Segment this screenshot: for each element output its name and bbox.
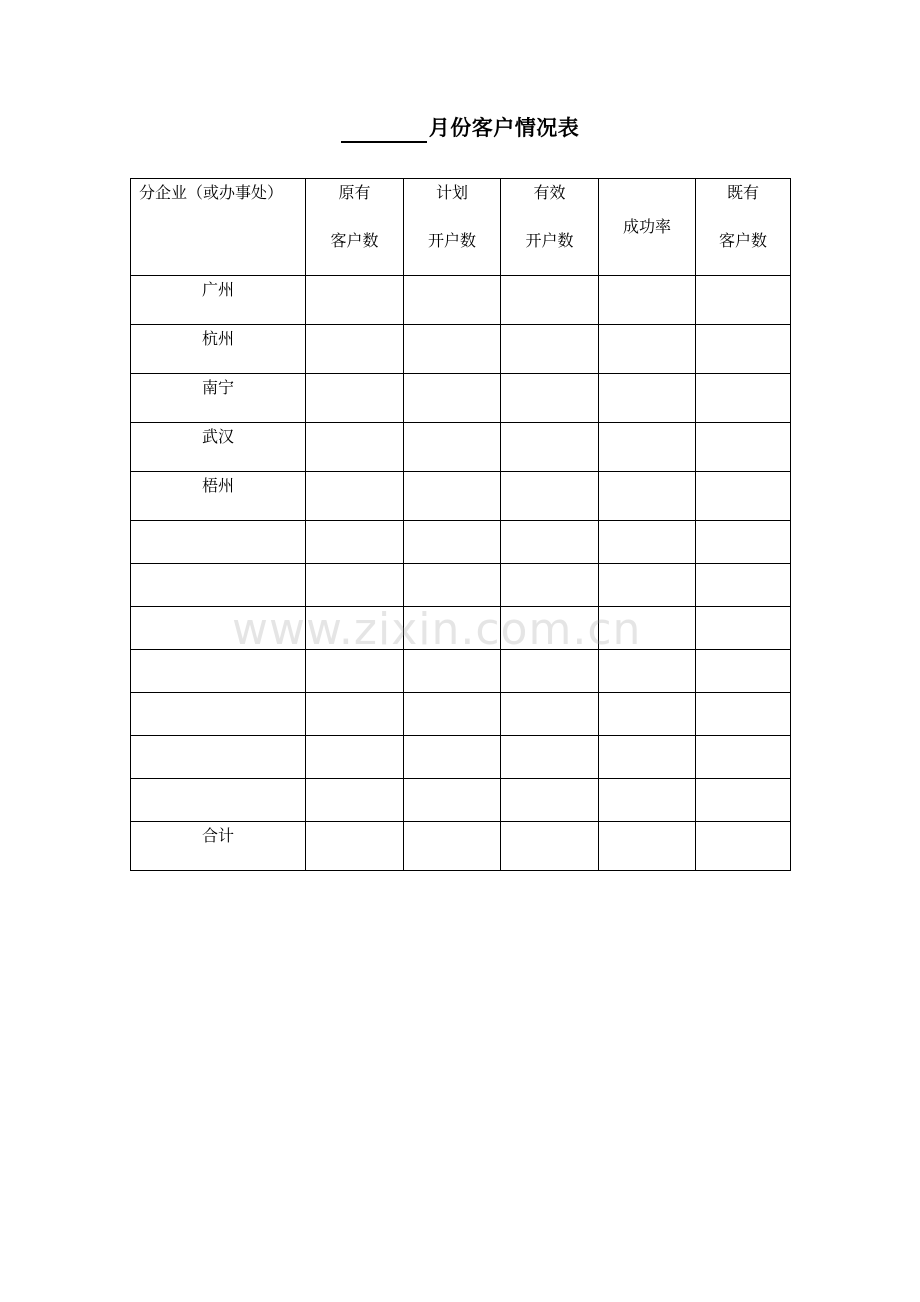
title-text: 月份客户情况表 (428, 116, 580, 140)
data-cell[interactable] (501, 472, 599, 521)
data-cell[interactable] (501, 736, 599, 779)
data-cell[interactable] (404, 564, 501, 607)
branch-cell[interactable] (131, 693, 306, 736)
data-cell[interactable] (404, 472, 501, 521)
header-label: 分企业（或办事处） (139, 183, 284, 202)
data-cell[interactable] (404, 650, 501, 693)
data-cell[interactable] (599, 564, 696, 607)
branch-name (131, 779, 305, 781)
table-row (131, 472, 791, 521)
table-row (131, 779, 791, 822)
table-row (131, 736, 791, 779)
branch-name: 南宁 (201, 378, 234, 397)
branch-name (131, 693, 305, 695)
table-body (131, 276, 791, 871)
data-cell[interactable] (501, 693, 599, 736)
data-cell[interactable] (599, 779, 696, 822)
data-cell[interactable] (599, 607, 696, 650)
data-cell[interactable] (404, 521, 501, 564)
header-cell-planned-accounts (404, 179, 501, 276)
branch-name (131, 521, 305, 523)
header-label: 客户数 (330, 231, 379, 250)
data-cell[interactable] (696, 374, 791, 423)
branch-name (131, 736, 305, 738)
branch-cell[interactable] (131, 779, 306, 822)
page-title (0, 113, 920, 143)
table-row (131, 650, 791, 693)
header-cell-success-rate (599, 179, 696, 276)
data-cell[interactable] (404, 779, 501, 822)
header-label: 开户数 (427, 231, 476, 250)
data-cell[interactable] (696, 423, 791, 472)
data-cell[interactable] (306, 521, 404, 564)
data-cell[interactable] (404, 607, 501, 650)
header-cell-effective-accounts (501, 179, 599, 276)
data-cell[interactable] (696, 521, 791, 564)
data-cell[interactable] (501, 276, 599, 325)
data-cell[interactable] (404, 374, 501, 423)
data-cell[interactable] (501, 607, 599, 650)
branch-cell[interactable] (131, 521, 306, 564)
data-cell[interactable] (696, 276, 791, 325)
header-label: 开户数 (525, 231, 574, 250)
total-cell[interactable] (404, 822, 501, 871)
header-cell-original-customers (306, 179, 404, 276)
data-cell[interactable] (404, 736, 501, 779)
branch-name (131, 564, 305, 566)
header-label: 计划 (435, 183, 468, 202)
table-row (131, 374, 791, 423)
data-cell[interactable] (501, 521, 599, 564)
data-cell[interactable] (306, 374, 404, 423)
data-cell[interactable] (306, 736, 404, 779)
branch-name: 梧州 (201, 476, 234, 495)
header-cell-branch (131, 179, 306, 276)
data-cell[interactable] (404, 423, 501, 472)
data-cell[interactable] (306, 650, 404, 693)
data-cell[interactable] (599, 693, 696, 736)
data-cell[interactable] (404, 693, 501, 736)
data-cell[interactable] (404, 276, 501, 325)
data-cell[interactable] (501, 423, 599, 472)
data-cell[interactable] (696, 779, 791, 822)
total-label: 合计 (201, 826, 234, 845)
branch-cell (131, 472, 306, 521)
branch-cell[interactable] (131, 736, 306, 779)
header-label: 有效 (533, 183, 566, 202)
total-cell[interactable] (306, 822, 404, 871)
header-cell-existing-customers (696, 179, 791, 276)
data-cell[interactable] (306, 276, 404, 325)
data-cell[interactable] (599, 521, 696, 564)
data-cell[interactable] (599, 276, 696, 325)
data-cell[interactable] (501, 650, 599, 693)
branch-cell (131, 374, 306, 423)
total-label-cell (131, 822, 306, 871)
total-cell[interactable] (599, 822, 696, 871)
header-label: 原有 (338, 183, 371, 202)
watermark-text: www.zixin.com.cn (232, 604, 642, 655)
data-cell[interactable] (696, 693, 791, 736)
data-cell[interactable] (306, 325, 404, 374)
branch-name: 武汉 (201, 427, 234, 446)
total-cell[interactable] (501, 822, 599, 871)
data-cell[interactable] (599, 472, 696, 521)
branch-cell (131, 276, 306, 325)
data-cell[interactable] (306, 423, 404, 472)
data-cell[interactable] (306, 607, 404, 650)
header-label: 既有 (726, 183, 759, 202)
data-cell[interactable] (696, 607, 791, 650)
header-label: 成功率 (622, 217, 671, 236)
data-cell[interactable] (696, 472, 791, 521)
customer-report-table (130, 178, 791, 871)
table-row (131, 325, 791, 374)
data-cell[interactable] (501, 564, 599, 607)
table-row (131, 693, 791, 736)
data-cell[interactable] (306, 779, 404, 822)
table-row (131, 607, 791, 650)
total-row (131, 822, 791, 871)
branch-name (131, 650, 305, 652)
data-cell[interactable] (501, 779, 599, 822)
branch-cell (131, 423, 306, 472)
data-cell[interactable] (599, 736, 696, 779)
branch-cell[interactable] (131, 650, 306, 693)
branch-name: 杭州 (201, 329, 234, 348)
data-cell[interactable] (599, 374, 696, 423)
table-row (131, 423, 791, 472)
data-cell[interactable] (696, 650, 791, 693)
table-row (131, 564, 791, 607)
data-cell[interactable] (501, 374, 599, 423)
header-row (131, 179, 791, 276)
table-row (131, 521, 791, 564)
data-cell[interactable] (696, 325, 791, 374)
data-cell[interactable] (696, 736, 791, 779)
branch-cell[interactable] (131, 607, 306, 650)
total-cell[interactable] (696, 822, 791, 871)
data-cell[interactable] (306, 564, 404, 607)
data-cell[interactable] (696, 564, 791, 607)
data-cell[interactable] (501, 325, 599, 374)
data-cell[interactable] (599, 650, 696, 693)
month-blank-underline (341, 119, 427, 143)
data-cell[interactable] (404, 325, 501, 374)
data-cell[interactable] (306, 693, 404, 736)
data-cell[interactable] (306, 472, 404, 521)
data-cell[interactable] (599, 325, 696, 374)
branch-cell (131, 325, 306, 374)
branch-name: 广州 (201, 280, 234, 299)
table-row (131, 276, 791, 325)
data-cell[interactable] (599, 423, 696, 472)
branch-cell[interactable] (131, 564, 306, 607)
branch-name (131, 607, 305, 609)
header-label: 客户数 (718, 231, 767, 250)
